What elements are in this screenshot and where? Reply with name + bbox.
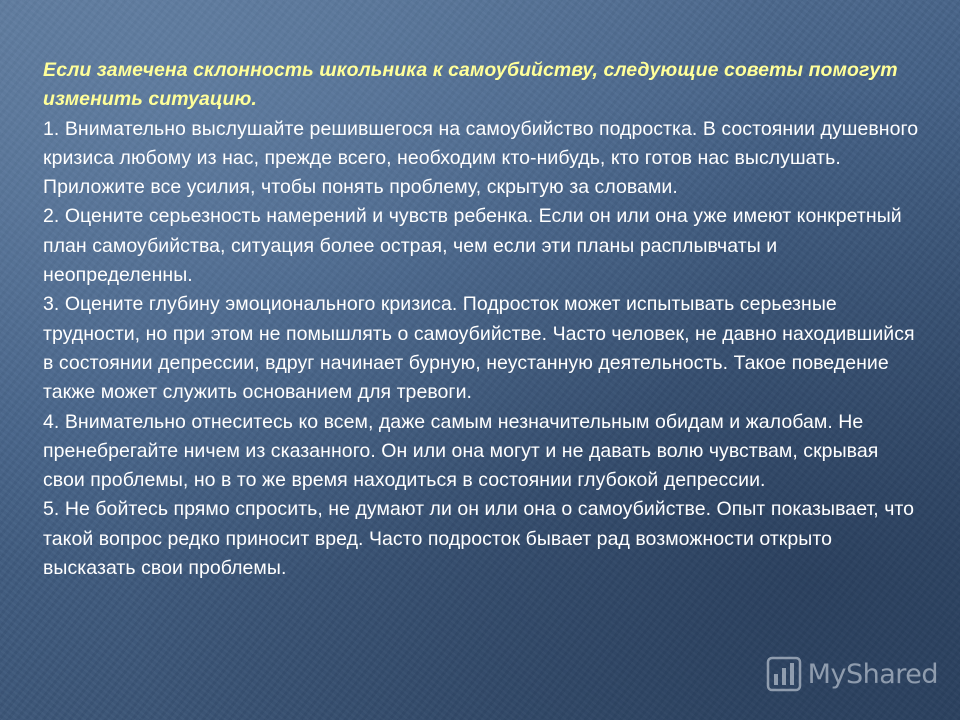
advice-item-2: 2. Оцените серьезность намерений и чувств ребенка. Если он или она уже имеют конкретный план самоубийства, ситуация более острая, чем если эти планы расплывчаты и неопределенны. (43, 205, 902, 287)
bar-chart-icon (766, 656, 802, 692)
advice-item-4: 4. Внимательно отнеситесь ко всем, даже самым незначительным обидам и жалобам. Не пренебрегайте ничем из сказанного. Он или она могут и не давать волю чувствам, скрывая свои проблемы, но в то же время находиться в состоянии глубокой депрессии. (43, 410, 879, 492)
slide-content (43, 56, 923, 583)
advice-item-1: 1. Внимательно выслушайте решившегося на самоубийство подростка. В состоянии душевного кризиса любому из нас, прежде всего, необходим кто-нибудь, кто готов нас выслушать. Приложите все усилия, чтобы понять проблему, скрытую за словами. (43, 117, 919, 199)
watermark (766, 656, 938, 692)
advice-item-3: 3. Оцените глубину эмоционального кризиса. Подросток может испытывать серьезные трудности, но при этом не помышлять о самоубийстве. Часто человек, не давно находившийся в состоянии депрессии, вдруг начинает бурную, неустанную деятельность. Такое поведение также может служить основанием для тревоги. (43, 293, 915, 404)
advice-item-5: 5. Не бойтесь прямо спросить, не думают ли он или она о самоубийстве. Опыт показывает, что такой вопрос редко приносит вред. Часто подросток бывает рад возможности открыто высказать свои проблемы. (43, 498, 915, 580)
slide-heading: Если замечена склонность школьника к самоубийству, следующие советы помогут изменить ситуацию. (43, 59, 898, 111)
watermark-text: MyShared (807, 658, 938, 690)
